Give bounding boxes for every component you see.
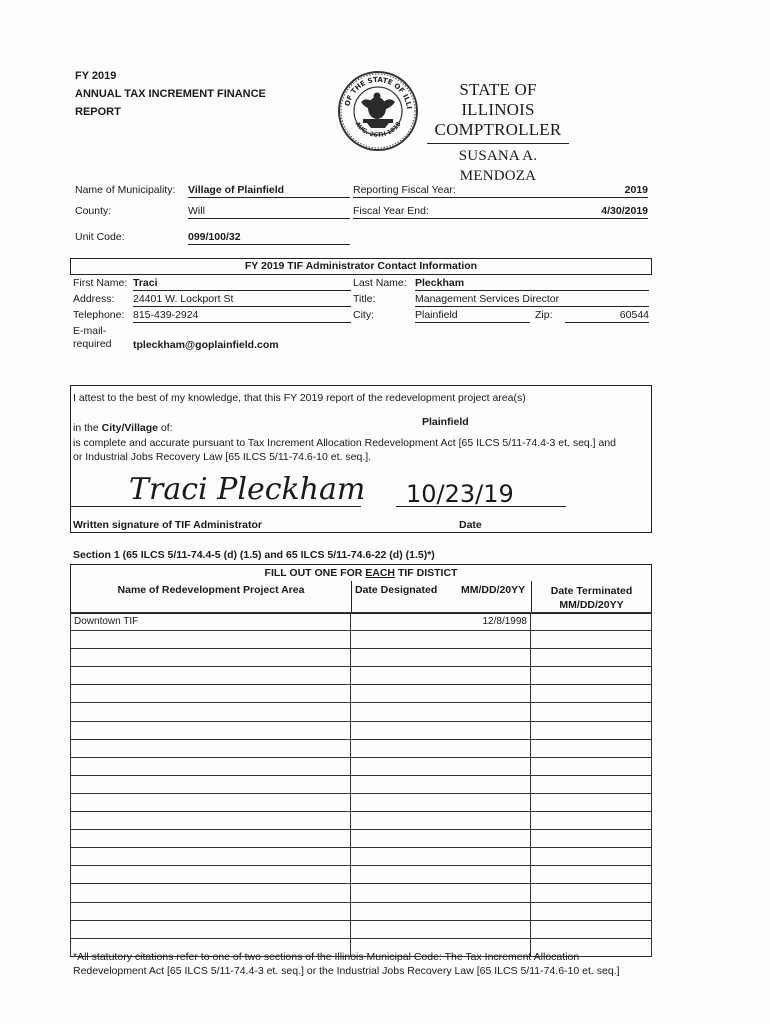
address-label: Address: (73, 293, 115, 305)
email-label (73, 325, 112, 351)
date-designated-cell (351, 866, 531, 884)
table-row (71, 830, 652, 848)
attest-city-village-bold: City/Village (101, 422, 159, 434)
signature-line (71, 506, 361, 507)
zip-value: 60544 (565, 309, 649, 323)
email-label-line1: E-mail- (73, 325, 107, 337)
table-row (71, 613, 652, 631)
date-designated-cell (351, 920, 531, 938)
attest-line1: I attest to the best of my knowledge, that this FY 2019 report of the redevelopment project area(s) (73, 392, 526, 404)
col-header-terminated-line2: MM/DD/20YY (559, 599, 624, 611)
instruction-each: EACH (365, 567, 396, 579)
project-area-name-cell (71, 685, 351, 703)
date-terminated-cell (531, 866, 652, 884)
date-designated-cell (351, 649, 531, 667)
table-row (71, 848, 652, 866)
date-designated-cell (351, 703, 531, 721)
date-terminated-cell (531, 812, 652, 830)
instruction-suffix: TIF DISTICT (395, 567, 458, 579)
date-terminated-cell (531, 902, 652, 920)
col-header-terminated (532, 584, 651, 612)
footnote-line1: *All statutory citations refer to one of two sections of the Illinois Municipal Code: The Tax Increment Allocation (73, 951, 580, 963)
date-terminated-cell (531, 721, 652, 739)
attest-in-the: in the (73, 422, 102, 434)
section1-header-box (70, 564, 652, 614)
project-area-name-cell (71, 667, 351, 685)
title-divider (427, 143, 569, 144)
contact-section-header (70, 258, 652, 275)
email-label-line2: required (73, 338, 112, 350)
project-area-name-cell (71, 721, 351, 739)
first-name-value: Traci (133, 277, 351, 291)
date-designated-cell (351, 775, 531, 793)
signature-label: Written signature of TIF Administrator (73, 519, 263, 531)
date-designated-cell (351, 631, 531, 649)
report-title-line2: REPORT (75, 106, 121, 118)
fiscal-year-end-value: 4/30/2019 (353, 205, 648, 219)
date-terminated-cell (531, 830, 652, 848)
state-title: STATE OF ILLINOIS (459, 80, 537, 119)
date-terminated-cell (531, 631, 652, 649)
col-header-format: MM/DD/20YY (461, 584, 526, 596)
table-row (71, 721, 652, 739)
table-row (71, 793, 652, 811)
last-name-value: Pleckham (415, 277, 649, 291)
table-row (71, 739, 652, 757)
date-terminated-cell (531, 757, 652, 775)
project-area-name-cell (71, 902, 351, 920)
project-area-name-cell (71, 631, 351, 649)
date-designated-cell (351, 902, 531, 920)
date-terminated-cell (531, 649, 652, 667)
tif-district-table (70, 612, 652, 957)
project-area-name-cell (71, 703, 351, 721)
table-row (71, 757, 652, 775)
date-terminated-cell (531, 848, 652, 866)
table-row (71, 685, 652, 703)
footnote (73, 950, 620, 978)
date-designated-cell: 12/8/1998 (351, 613, 531, 631)
fy-label: FY 2019 (75, 70, 117, 82)
date-designated-cell (351, 667, 531, 685)
date-terminated-cell (531, 793, 652, 811)
unit-code-label: Unit Code: (75, 231, 125, 243)
instruction-prefix: FILL OUT ONE FOR (264, 567, 366, 579)
attest-line4: or Industrial Jobs Recovery Law [65 ILCS 5/11-74.6-10 et. seq.]. (73, 451, 372, 463)
table-row (71, 703, 652, 721)
date-designated-cell (351, 830, 531, 848)
attestation-box (70, 385, 652, 533)
date-designated-cell (351, 812, 531, 830)
project-area-name-cell (71, 866, 351, 884)
date-terminated-cell (531, 703, 652, 721)
attest-of: of: (158, 422, 173, 434)
fiscal-year-end-label: Fiscal Year End: (353, 205, 429, 217)
section1-instruction (71, 567, 651, 579)
svg-text:SEAL OF THE STATE OF ILLINOIS: OF THE STATE OF ILLI (343, 75, 413, 110)
state-seal (337, 70, 419, 152)
municipality-name-value: Village of Plainfield (188, 184, 350, 198)
report-header (75, 67, 266, 121)
project-area-name-cell (71, 830, 351, 848)
title-value: Management Services Director (415, 293, 649, 307)
county-label: County: (75, 205, 112, 217)
date-label: Date (459, 519, 482, 531)
table-row (71, 812, 652, 830)
date-terminated-cell (531, 685, 652, 703)
fiscal-year-value: 2019 (353, 184, 648, 198)
first-name-label: First Name: (73, 277, 128, 289)
table-row (71, 631, 652, 649)
table-row (71, 667, 652, 685)
county-value: Will (188, 205, 350, 219)
project-area-name-cell (71, 920, 351, 938)
address-value: 24401 W. Lockport St (133, 293, 351, 307)
administrator-signature: Traci Pleckham (129, 472, 366, 507)
unit-code-value: 099/100/32 (188, 231, 350, 245)
date-terminated-cell (531, 667, 652, 685)
municipality-name-label: Name of Municipality: (75, 184, 176, 196)
date-designated-cell (351, 721, 531, 739)
date-designated-cell (351, 884, 531, 902)
date-designated-cell (351, 793, 531, 811)
state-comptroller-block (423, 80, 573, 186)
city-value: Plainfield (415, 309, 530, 323)
date-terminated-cell (531, 884, 652, 902)
date-designated-cell (351, 685, 531, 703)
telephone-value: 815-439-2924 (133, 309, 351, 323)
date-designated-cell (351, 848, 531, 866)
fiscal-year-label: Reporting Fiscal Year: (353, 184, 456, 196)
zip-label: Zip: (535, 309, 553, 321)
date-terminated-cell (531, 613, 652, 631)
date-line (396, 506, 566, 507)
col-divider-1 (351, 581, 352, 612)
contact-section-title: FY 2019 TIF Administrator Contact Information (244, 260, 478, 272)
table-row (71, 884, 652, 902)
telephone-label: Telephone: (73, 309, 125, 321)
date-terminated-cell (531, 739, 652, 757)
col-header-terminated-line1: Date Terminated (550, 585, 633, 597)
attest-city-value: Plainfield (422, 416, 469, 428)
project-area-name-cell (71, 649, 351, 667)
svg-text:AUG. 26TH 1818: AUG. 26TH 1818 (353, 120, 403, 139)
last-name-label: Last Name: (353, 277, 407, 289)
project-area-name-cell (71, 739, 351, 757)
date-designated-cell (351, 757, 531, 775)
project-area-name-cell: Downtown TIF (71, 613, 351, 631)
table-row (71, 920, 652, 938)
attest-line3: is complete and accurate pursuant to Tax Increment Allocation Redevelopment Act [65 ILCS 5/11-74.4-3 et. seq.] and (73, 437, 617, 449)
project-area-name-cell (71, 812, 351, 830)
table-row (71, 649, 652, 667)
comptroller-name: SUSANA A. MENDOZA (458, 148, 538, 184)
col-header-name: Name of Redevelopment Project Area (117, 584, 305, 596)
project-area-name-cell (71, 884, 351, 902)
table-row (71, 775, 652, 793)
date-terminated-cell (531, 920, 652, 938)
city-label: City: (353, 309, 374, 321)
email-value: tpleckham@goplainfield.com (133, 339, 279, 351)
project-area-name-cell (71, 775, 351, 793)
table-row (71, 902, 652, 920)
project-area-name-cell (71, 793, 351, 811)
date-terminated-cell (531, 775, 652, 793)
attest-city-village-line (73, 422, 173, 434)
footnote-line2: Redevelopment Act [65 ILCS 5/11-74.4-3 et. seq.] or the Industrial Jobs Recovery Law [65 ILCS 5/11-74.6-10 et. seq.] (73, 965, 620, 977)
col-header-designated: Date Designated (355, 584, 438, 596)
signed-date: 10/23/19 (406, 480, 514, 508)
project-area-name-cell (71, 848, 351, 866)
project-area-name-cell (71, 757, 351, 775)
title-label: Title: (353, 293, 376, 305)
table-row (71, 866, 652, 884)
section1-heading: Section 1 (65 ILCS 5/11-74.4-5 (d) (1.5) and 65 ILCS 5/11-74.6-22 (d) (1.5)*) (73, 549, 435, 561)
seal-icon (337, 70, 419, 152)
date-designated-cell (351, 739, 531, 757)
report-title-line1: ANNUAL TAX INCREMENT FINANCE (75, 88, 266, 100)
comptroller-title: COMPTROLLER (434, 120, 562, 139)
